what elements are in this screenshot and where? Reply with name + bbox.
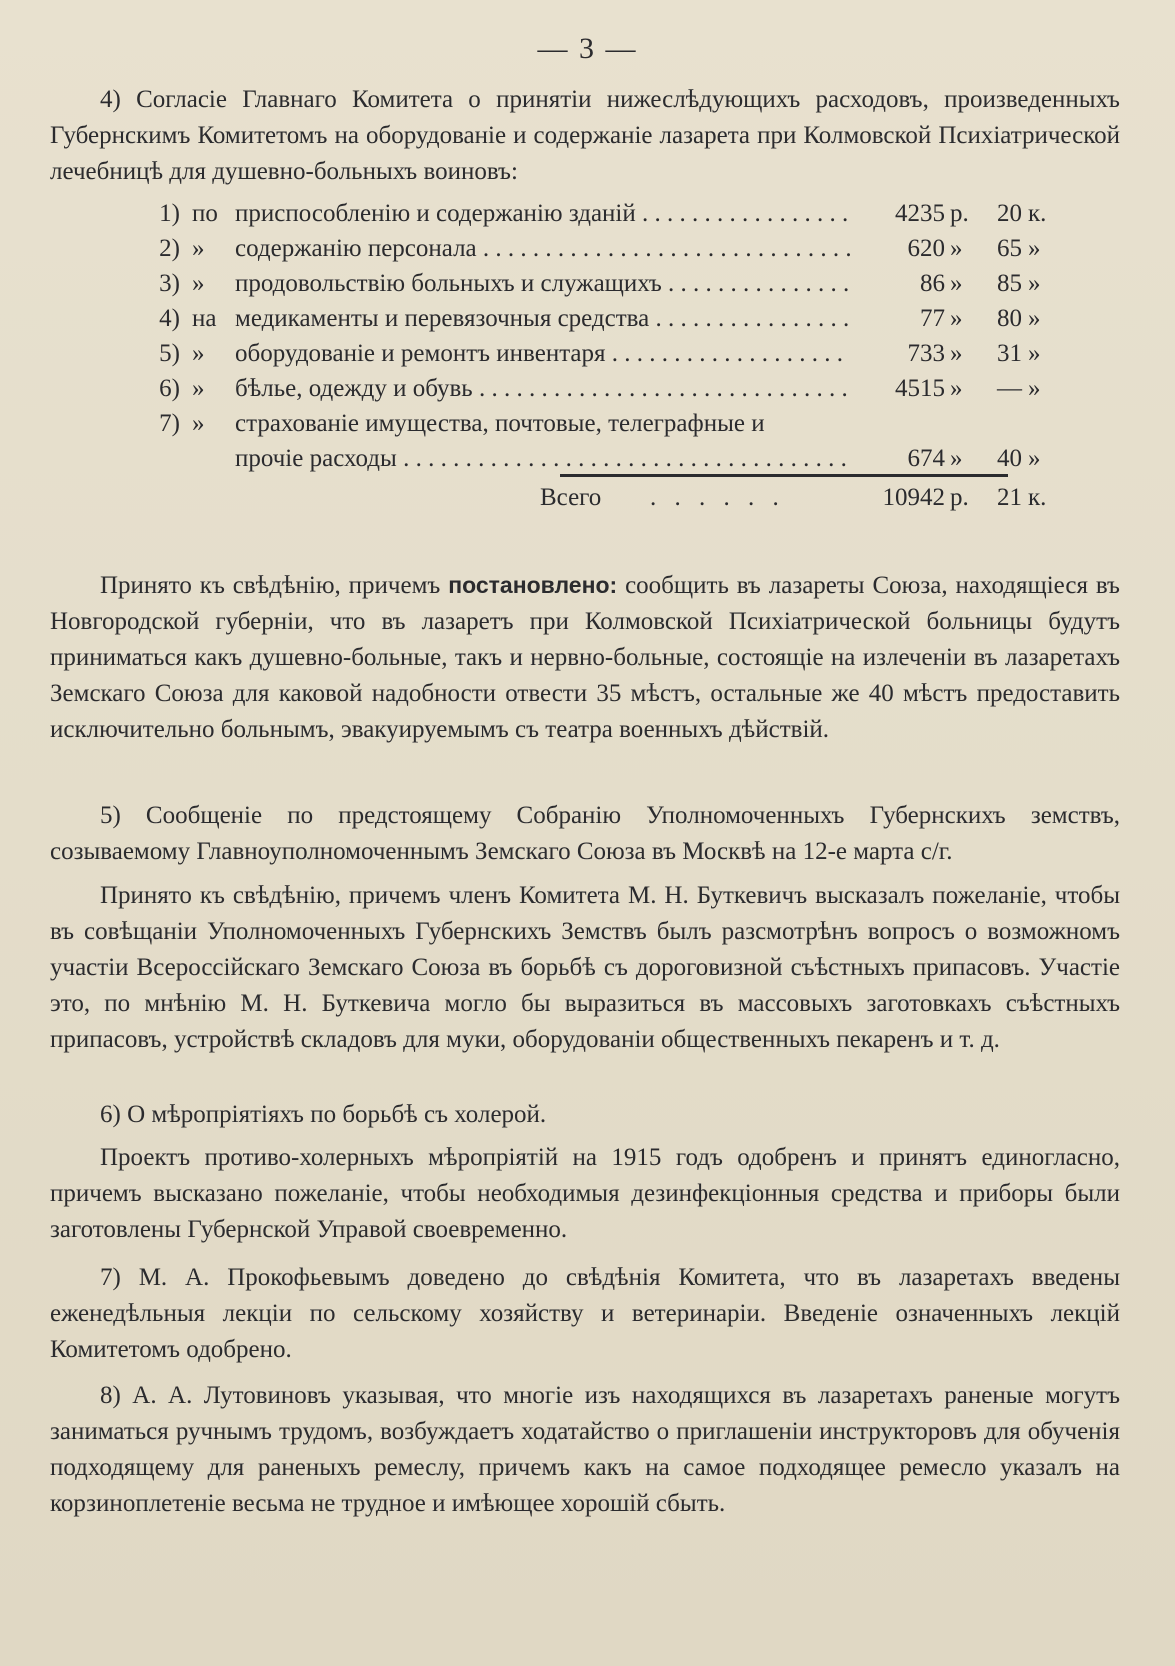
expense-rubles: 620 xyxy=(907,235,945,262)
expense-row xyxy=(110,410,1010,445)
expense-rubles-unit: » xyxy=(950,270,963,297)
expense-prefix: » xyxy=(192,375,205,402)
expense-description: продовольствію больныхъ и служащихъ . . . xyxy=(235,270,850,298)
expense-description: прочіе расходы . . . xyxy=(235,445,850,473)
expense-prefix: по xyxy=(192,200,218,227)
item5-text: Принято къ свѣдѣнію, причемъ членъ Комитета М. Н. Буткевичъ высказалъ пожеланіе, чтобы въ совѣщаніи Уполномоченныхъ Губернскихъ Земствъ былъ разсмотрѣнъ вопросъ о возможномъ участіи Всероссійскаго Земскаго Союза въ борьбѣ съ дороговизной съѣстныхъ припасовъ. Участіе это, по мнѣнію М. Н. Буткевича могло бы выразиться въ массовыхъ заготовкахъ съѣстныхъ припасовъ, устройствѣ складовъ для муки, оборудованіи общественныхъ пекаренъ и т. д. xyxy=(50,882,1120,1053)
expense-kopecks-unit: » xyxy=(1028,340,1041,367)
expense-description: содержанію персонала . . . xyxy=(235,235,850,263)
expense-description: оборудованіе и ремонтъ инвентаря . . . xyxy=(235,340,850,368)
expense-description: приспособленію и содержанію зданій . . . xyxy=(235,200,850,228)
expense-number: 5) xyxy=(159,340,180,367)
expense-number: 2) xyxy=(159,235,180,262)
expense-description: страхованіе имущества, почтовые, телеграфные и xyxy=(235,410,765,437)
total-rubles: 10942 xyxy=(882,484,945,511)
expense-rubles-unit: » xyxy=(950,340,963,367)
expense-kopecks: 40 xyxy=(997,445,1022,472)
expense-rubles-unit: » xyxy=(950,305,963,332)
expense-kopecks: 20 xyxy=(997,200,1022,227)
expense-rubles: 86 xyxy=(920,270,945,297)
expense-kopecks-unit: » xyxy=(1028,270,1041,297)
expense-kopecks: 80 xyxy=(997,305,1022,332)
expense-prefix: » xyxy=(192,410,205,437)
item6-heading: 6) О мѣропріятіяхъ по борьбѣ съ холерой. xyxy=(100,1101,547,1128)
total-kopecks-unit: к. xyxy=(1028,484,1047,511)
resolution-text-start: Принято къ свѣдѣнію, причемъ xyxy=(100,572,449,599)
expense-row xyxy=(110,340,1041,375)
expense-kopecks: 31 xyxy=(997,340,1022,367)
expense-rubles: 4515 xyxy=(895,375,945,402)
expense-rubles-unit: р. xyxy=(950,200,969,227)
expense-kopecks: — xyxy=(997,375,1022,402)
expense-rubles-unit: » xyxy=(950,235,963,262)
expense-rubles: 77 xyxy=(920,305,945,332)
expense-row xyxy=(110,305,1041,340)
expense-kopecks-unit: к. xyxy=(1028,200,1047,227)
expense-row xyxy=(110,200,1047,235)
expense-list xyxy=(110,200,1047,480)
expense-prefix: » xyxy=(192,235,205,262)
resolution-keyword: постановлено: xyxy=(448,572,618,598)
expense-number: 6) xyxy=(159,375,180,402)
expense-rubles: 4235 xyxy=(895,200,945,227)
expense-row xyxy=(110,375,1041,410)
item4-resolution xyxy=(50,567,1120,748)
expense-prefix: » xyxy=(192,270,205,297)
expense-description: бѣлье, одежду и обувь . . . xyxy=(235,375,850,403)
page-number: — 3 — xyxy=(537,32,638,65)
expense-description: медикаменты и перевязочныя средства . . . xyxy=(235,305,850,333)
expense-number: 3) xyxy=(159,270,180,297)
expense-total xyxy=(110,484,1047,520)
expense-row xyxy=(110,270,1041,305)
expense-kopecks-unit: » xyxy=(1028,445,1041,472)
total-rubles-unit: р. xyxy=(950,484,969,511)
expense-number: 4) xyxy=(159,305,180,332)
expense-kopecks: 85 xyxy=(997,270,1022,297)
total-kopecks: 21 xyxy=(997,484,1022,511)
item8-text: 8) А. А. Лутовиновъ указывая, что многіе изъ находящихся въ лазаретахъ раненые могутъ заниматься ручнымъ трудомъ, возбуждаетъ ходатайство о приглашеніи инструкторовъ для обученія подходящему для раненыхъ ремеслу, причемъ какъ на самое подходящее ремесло указалъ на корзиноплетеніе весьма не трудное и имѣющее хорошій сбыть. xyxy=(50,1382,1120,1517)
expense-prefix: » xyxy=(192,340,205,367)
expense-row xyxy=(110,235,1041,270)
expense-rubles: 733 xyxy=(907,340,945,367)
expense-kopecks-unit: » xyxy=(1028,375,1041,402)
item4-intro: 4) Согласіе Главнаго Комитета о принятіи нижеслѣдующихъ расходовъ, произведенныхъ Губернскимъ Комитетомъ на оборудованіе и содержаніе лазарета при Колмовской Психіатрической лечебницѣ для душевно-больныхъ воиновъ: xyxy=(50,86,1120,185)
expense-rubles-unit: » xyxy=(950,375,963,402)
item7-text: 7) М. А. Прокофьевымъ доведено до свѣдѣнія Комитета, что въ лазаретахъ введены еженедѣльныя лекціи по сельскому хозяйству и ветеринаріи. Введеніе означенныхъ лекцій Комитетомъ одобрено. xyxy=(50,1264,1120,1363)
expense-number: 1) xyxy=(159,200,180,227)
expense-kopecks: 65 xyxy=(997,235,1022,262)
expense-number: 7) xyxy=(159,410,180,437)
total-dots: . . . . . . xyxy=(650,484,785,511)
expense-rubles-unit: » xyxy=(950,445,963,472)
expense-kopecks-unit: » xyxy=(1028,305,1041,332)
expense-prefix: на xyxy=(192,305,217,332)
total-rule xyxy=(560,474,1008,477)
item5-heading: 5) Сообщеніе по предстоящему Собранію Уполномоченныхъ Губернскихъ земствъ, созываемому Главноуполномоченнымъ Земскаго Союза въ Москвѣ на 12-е марта с/г. xyxy=(50,802,1120,865)
total-label: Всего xyxy=(540,484,602,511)
expense-rubles: 674 xyxy=(907,445,945,472)
expense-kopecks-unit: » xyxy=(1028,235,1041,262)
item6-text: Проектъ противо-холерныхъ мѣропріятій на 1915 годъ одобренъ и принятъ единогласно, причемъ высказано пожеланіе, чтобы необходимыя дезинфекціонныя средства и приборы были заготовлены Губернской Управой своевременно. xyxy=(50,1144,1120,1243)
resolution-text-end: сообщить въ лазареты Союза, находящіеся въ Новгородской губерніи, что въ лазаретъ при Колмовской Психіатрической больницы будутъ приниматься какъ душевно-больные, такъ и нервно-больные, состоящіе на излеченіи въ лазаретахъ Земскаго Союза для каковой надобности отвести 35 мѣстъ, остальные же 40 мѣстъ предоставить исключительно больнымъ, эвакуируемымъ съ театра военныхъ дѣйствій. xyxy=(50,572,1120,743)
